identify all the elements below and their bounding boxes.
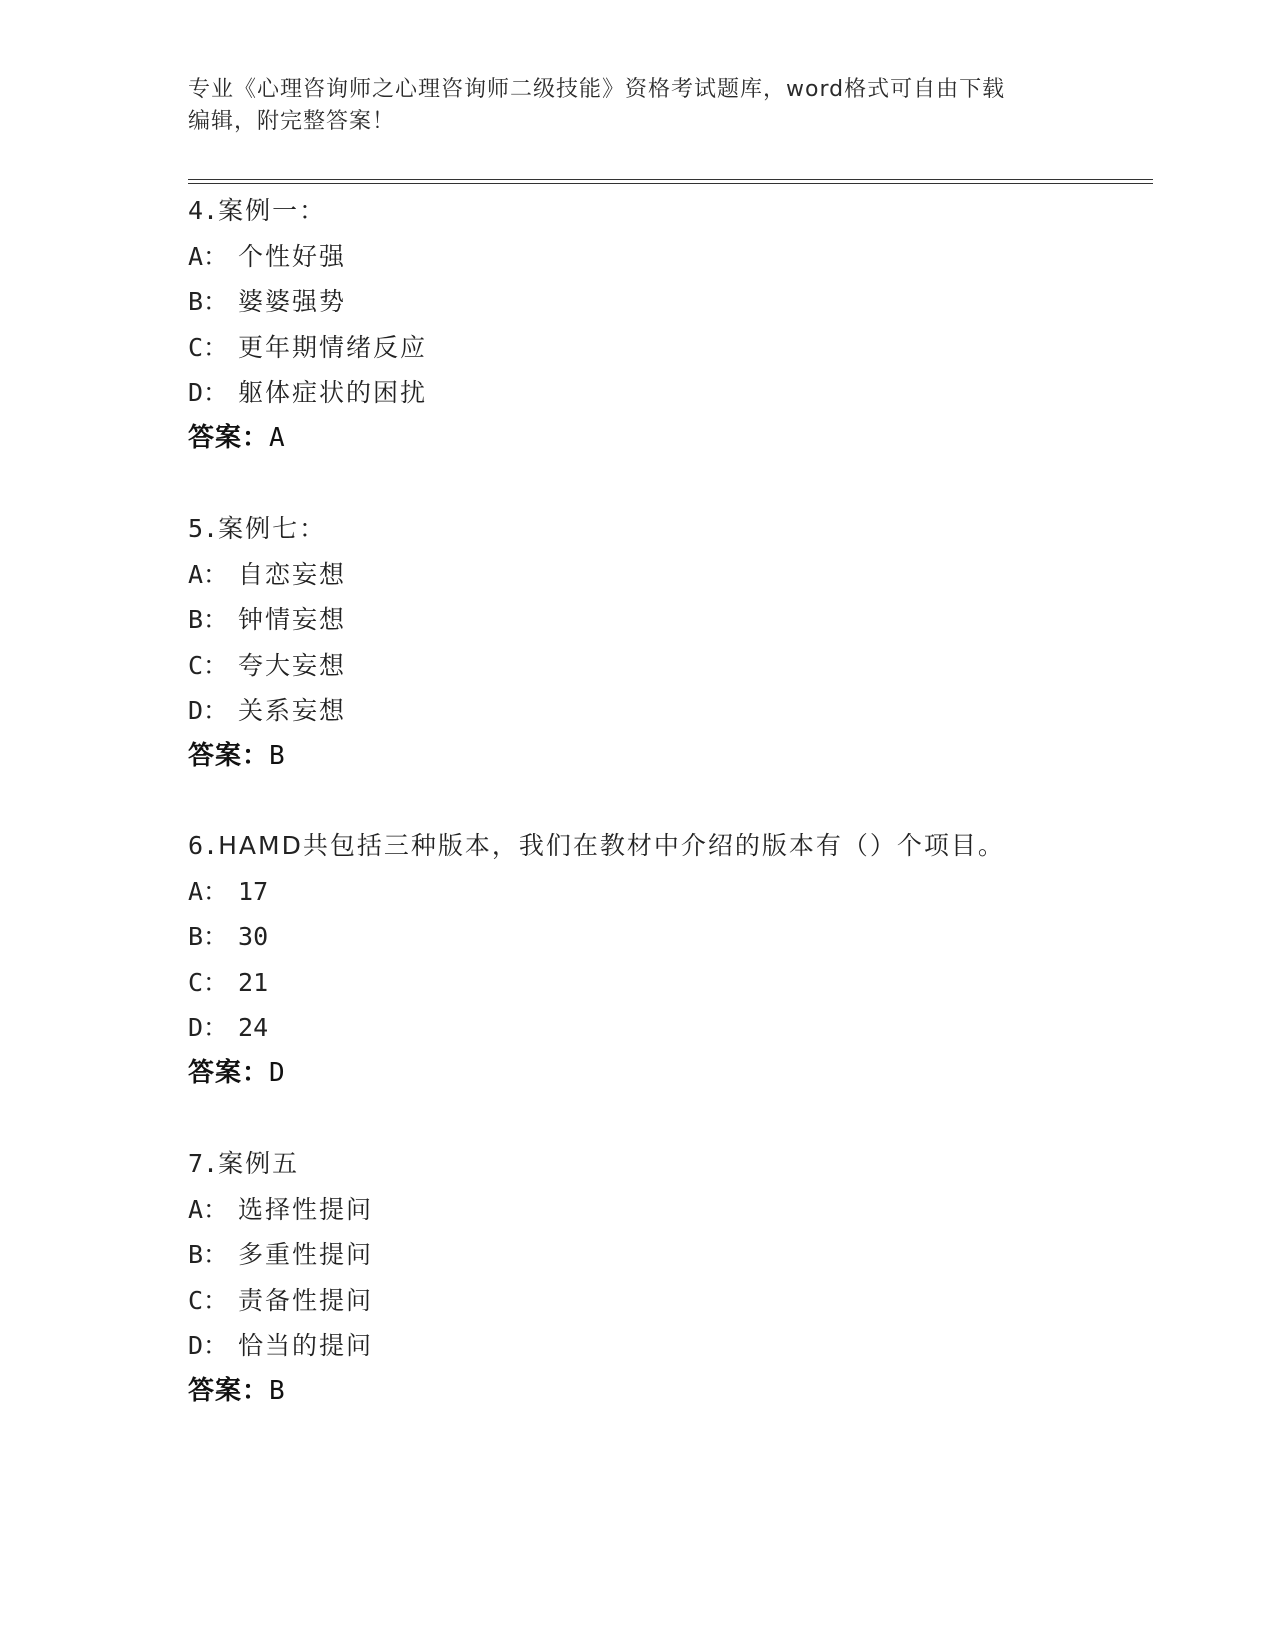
- option-label: C：: [188, 650, 229, 680]
- question-number: 4.: [188, 196, 219, 225]
- question-text: 案例七：: [218, 514, 327, 543]
- option-label: A：: [188, 1194, 229, 1224]
- option-label: B：: [188, 922, 229, 951]
- answer-label: 答案：: [188, 740, 270, 771]
- option-text: 30: [238, 922, 269, 951]
- option-text: 钟情妄想: [238, 605, 347, 634]
- answer-label: 答案：: [188, 1375, 270, 1406]
- option-label: B：: [188, 287, 229, 316]
- question-text: HAMD共包括三种版本，我们在教材中介绍的版本有（）个项目。: [218, 831, 1005, 860]
- question-stem: [188, 188, 1148, 234]
- option-a: [188, 869, 1148, 915]
- header-line-2: 编辑，附完整答案！: [188, 109, 396, 134]
- option-c: [188, 643, 1148, 689]
- option-c: [188, 1278, 1148, 1324]
- option-label: A：: [188, 241, 229, 271]
- option-text: 婆婆强势: [238, 287, 347, 316]
- option-label: D：: [188, 696, 229, 725]
- option-text: 自恋妄想: [238, 559, 347, 589]
- option-label: C：: [188, 967, 229, 997]
- option-b: [188, 279, 1148, 325]
- option-a: [188, 234, 1148, 280]
- answer-value: B: [269, 1375, 286, 1406]
- option-b: [188, 914, 1148, 960]
- option-text: 更年期情绪反应: [238, 332, 428, 362]
- option-d: [188, 370, 1148, 416]
- option-text: 选择性提问: [238, 1194, 374, 1224]
- answer-line: [188, 416, 1148, 462]
- option-text: 17: [238, 876, 269, 906]
- option-label: D：: [188, 378, 229, 407]
- option-b: [188, 597, 1148, 643]
- question-text: 案例一：: [218, 196, 327, 225]
- option-text: 躯体症状的困扰: [238, 378, 428, 407]
- question-number: 5.: [188, 514, 219, 543]
- option-label: C：: [188, 1285, 229, 1315]
- header-line-1: 专业《心理咨询师之心理咨询师二级技能》资格考试题库，word格式可自由下载: [188, 77, 1006, 102]
- option-text: 24: [238, 1013, 269, 1042]
- option-text: 责备性提问: [238, 1285, 374, 1315]
- question-5: [188, 506, 1148, 779]
- question-number: 7.: [188, 1149, 219, 1178]
- option-label: B：: [188, 605, 229, 634]
- question-number: 6.: [188, 831, 219, 860]
- question-stem: [188, 823, 1148, 869]
- option-d: [188, 688, 1148, 734]
- option-label: A：: [188, 559, 229, 589]
- question-stem: [188, 506, 1148, 552]
- answer-value: D: [269, 1057, 286, 1088]
- question-7: [188, 1141, 1148, 1414]
- option-label: D：: [188, 1013, 229, 1042]
- option-d: [188, 1323, 1148, 1369]
- option-text: 多重性提问: [238, 1240, 374, 1269]
- answer-line: [188, 1051, 1148, 1097]
- answer-line: [188, 734, 1148, 780]
- option-c: [188, 960, 1148, 1006]
- question-4: [188, 188, 1148, 461]
- option-label: B：: [188, 1240, 229, 1269]
- question-stem: [188, 1141, 1148, 1187]
- header-divider-bottom: [188, 183, 1153, 184]
- option-c: [188, 325, 1148, 371]
- question-text: 案例五: [218, 1149, 300, 1178]
- option-a: [188, 552, 1148, 598]
- option-text: 21: [238, 967, 269, 997]
- option-d: [188, 1005, 1148, 1051]
- option-label: A：: [188, 876, 229, 906]
- answer-value: A: [269, 422, 286, 453]
- answer-label: 答案：: [188, 422, 270, 453]
- option-text: 关系妄想: [238, 696, 347, 725]
- answer-label: 答案：: [188, 1057, 270, 1088]
- option-b: [188, 1232, 1148, 1278]
- answer-line: [188, 1369, 1148, 1415]
- option-text: 恰当的提问: [238, 1331, 374, 1360]
- option-label: D：: [188, 1331, 229, 1360]
- question-6: [188, 823, 1148, 1096]
- answer-value: B: [269, 740, 286, 771]
- option-text: 个性好强: [238, 241, 347, 271]
- header-divider-top: [188, 179, 1153, 180]
- document-header: [188, 74, 1088, 138]
- option-label: C：: [188, 332, 229, 362]
- option-a: [188, 1187, 1148, 1233]
- option-text: 夸大妄想: [238, 650, 347, 680]
